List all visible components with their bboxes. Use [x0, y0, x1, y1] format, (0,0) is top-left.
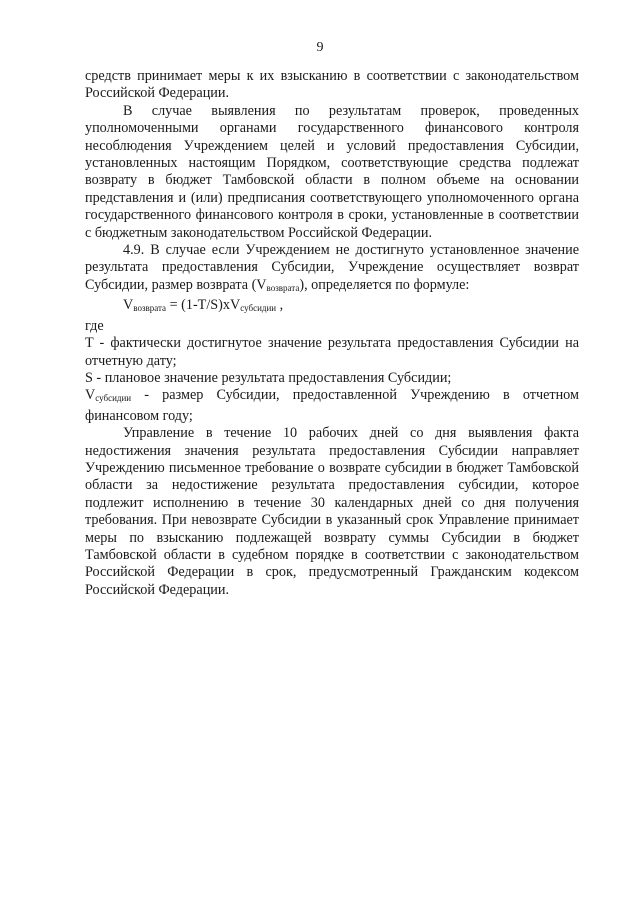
formula-sub-vozvrata: возврата: [133, 303, 167, 314]
definition-v-symbol: V: [85, 387, 96, 404]
definition-v-sub: субсидии: [95, 393, 132, 404]
formula-v: V: [123, 297, 134, 314]
paragraph-4-9: [85, 242, 579, 297]
paragraph-4-9-text: 4.9. В случае если Учреждением не достигнуто установленное значение результата предоставления Субсидии, Учреждение осуществляет возврат Субсидии, размер возврата (V: [85, 242, 579, 293]
definition-s: S - плановое значение результата предоставления Субсидии;: [85, 369, 452, 386]
paragraph-violation-return: В случае выявления по результатам проверок, проведенных уполномоченными органами государственного финансового контроля несоблюдения Учреждением целей и условий предоставления Субсидии, установленных настоящим Порядком, соответствующие средства подлежат возврату в бюджет Тамбовской области в полном объеме на основании представления и (или) предписания соответствующего уполномоченного органа государственного финансового контроля в сроки, установленные в соответствии с бюджетным законодательством Российской Федерации.: [85, 102, 579, 241]
definition-v: [85, 387, 579, 425]
formula-body: = (1-T/S)xV: [166, 297, 241, 314]
definition-t: T - фактически достигнутое значение результата предоставления Субсидии на отчетную дату;: [85, 335, 579, 369]
where-label: где: [85, 317, 104, 334]
paragraph-upravlenie: Управление в течение 10 рабочих дней со дня выявления факта недостижения значения результата предоставления Субсидии направляет Учреждению письменное требование о возврате субсидии в бюджет Тамбовской области за недостижение результата предоставления субсидии, которое подлежит исполнению в течение 30 календарных дней со дня получения требования. При невозврате Субсидии в указанный срок Управление принимает меры по взысканию подлежащей возврату суммы Субсидии в бюджет Тамбовской области в судебном порядке в соответствии с законодательством Российской Федерации в срок, предусмотренный Гражданским кодексом Российской Федерации.: [85, 425, 579, 598]
return-formula: [85, 297, 579, 317]
formula-sub-subsidii: субсидии: [240, 303, 277, 314]
subscript-vozvrata: возврата: [266, 282, 300, 293]
formula-end: ,: [276, 297, 284, 314]
page-number: 9: [316, 40, 324, 55]
document-body: [85, 68, 579, 599]
paragraph-continuation: средств принимает меры к их взысканию в соответствии с законодательством Российской Федерации.: [85, 68, 579, 102]
definition-v-text: - размер Субсидии, предоставленной Учреждению в отчетном финансовом году;: [85, 387, 579, 424]
paragraph-4-9-end: ), определяется по формуле:: [299, 276, 470, 293]
